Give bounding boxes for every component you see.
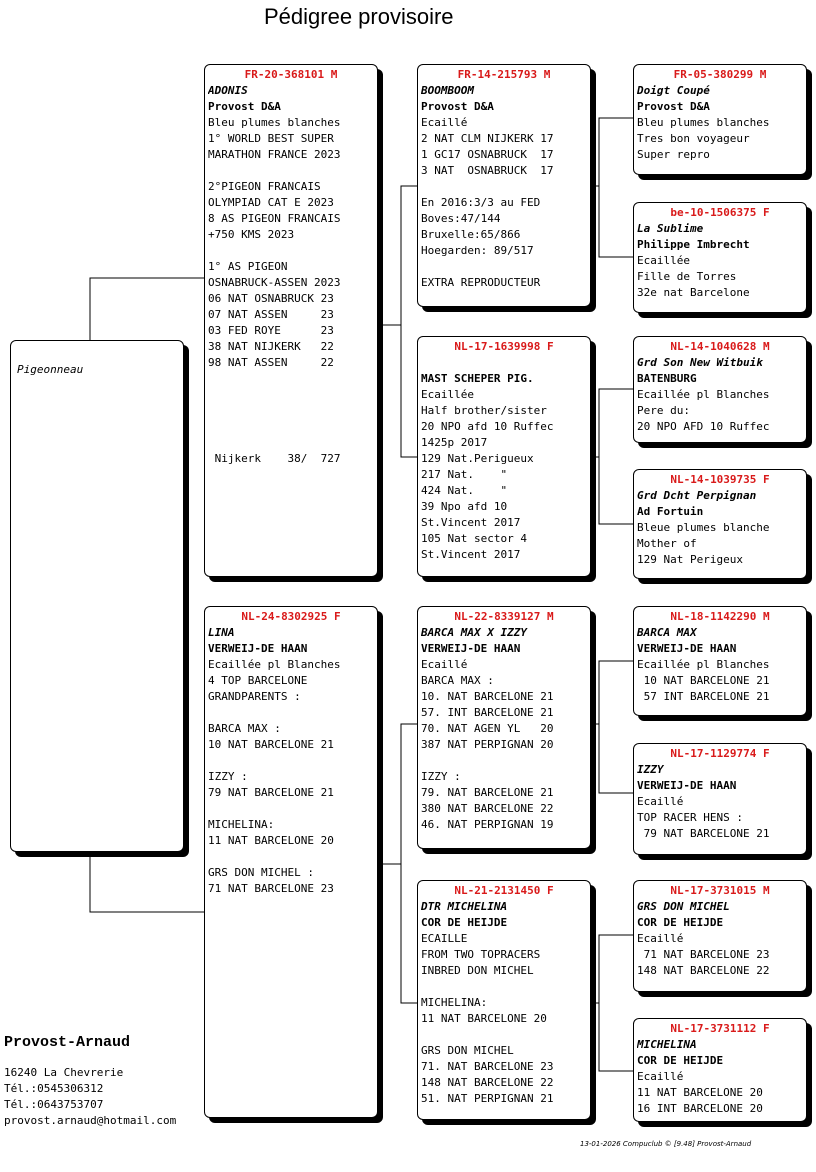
pedigree-line: Super repro [637,148,710,161]
pedigree-line: Ecaillée [421,388,474,401]
pedigree-line: Bleu plumes blanches [637,116,770,129]
owner-name: Provost D&A [421,100,494,113]
pigeon-name: BARCA MAX [637,626,697,639]
owner-name: Provost D&A [637,100,710,113]
ring-number: be-10-1506375 F [670,206,770,219]
pedigree-line: 11 NAT BARCELONE 20 [637,1086,763,1099]
pedigree-box-sire [204,64,378,577]
ring-number: NL-14-1039735 F [670,473,770,486]
pedigree-line: MICHELINA: [421,996,488,1009]
pedigree-line: Ecaillé [637,795,684,808]
owner-name: COR DE HEIJDE [421,916,508,929]
breeder-name: Provost-Arnaud [4,1034,131,1051]
pedigree-box-sire-sire [417,64,591,307]
pedigree-line: MICHELINA: [208,818,275,831]
pedigree-line: IZZY : [421,770,461,783]
pedigree-line [208,163,374,179]
pedigree-line: 1 GC17 OSNABRUCK 17 [421,148,554,161]
ring-number: NL-21-2131450 F [454,884,554,897]
pedigree-line: 11 NAT BARCELONE 20 [208,834,334,847]
pigeon-name [421,355,587,371]
pedigree-line: 06 NAT OSNABRUCK 23 [208,292,334,305]
breeder-phone-1: Tél.:0545306312 [4,1082,104,1095]
owner-name: Philippe Imbrecht [637,238,750,251]
pedigree-line: Hoegarden: 89/517 [421,244,534,257]
pedigree-line: St.Vincent 2017 [421,516,521,529]
owner-name: VERWEIJ-DE HAAN [421,642,521,655]
pedigree-box-sire-dam [417,336,591,577]
owner-name: VERWEIJ-DE HAAN [637,779,737,792]
pedigree-line: 71. NAT BARCELONE 23 [421,1060,554,1073]
ring-number: NL-22-8339127 M [454,610,554,623]
pigeon-name: MICHELINA [637,1038,697,1051]
pedigree-line: Ecaillé [637,932,684,945]
pedigree-line: 10. NAT BARCELONE 21 [421,690,554,703]
ring-number: NL-18-1142290 M [670,610,770,623]
pedigree-line: Mother of [637,537,697,550]
pedigree-line: 424 Nat. " [421,484,508,497]
pedigree-line: 148 NAT BARCELONE 22 [637,964,770,977]
pedigree-line: Ecaillée pl Blanches [208,658,341,671]
subject-box [10,340,184,852]
pedigree-line [421,179,587,195]
pedigree-line: OSNABRUCK-ASSEN 2023 [208,276,341,289]
pedigree-line: IZZY : [208,770,248,783]
pedigree-line: 79. NAT BARCELONE 21 [421,786,554,799]
pedigree-line: Fille de Torres [637,270,737,283]
pedigree-line: FROM TWO TOPRACERS [421,948,541,961]
pedigree-line [208,243,374,259]
owner-name: Ad Fortuin [637,505,704,518]
pedigree-line [208,705,374,721]
breeder-address: 16240 La Chevrerie [4,1066,124,1079]
pedigree-line: Ecaillée [637,254,690,267]
pedigree-line: 98 NAT ASSEN 22 [208,356,334,369]
pedigree-line: 39 Npo afd 10 [421,500,508,513]
pedigree-line: ECAILLE [421,932,468,945]
owner-name: COR DE HEIJDE [637,916,724,929]
ring-number: NL-17-1129774 F [670,747,770,760]
pedigree-line: Ecaillée pl Blanches [637,658,770,671]
pedigree-line: 07 NAT ASSEN 23 [208,308,334,321]
pedigree-line [208,849,374,865]
pedigree-line: 1° AS PIGEON [208,260,288,273]
pedigree-line: Half brother/sister [421,404,547,417]
pedigree-line: 20 NPO afd 10 Ruffec [421,420,554,433]
pigeon-name: DTR MICHELINA [421,900,508,913]
pedigree-box-ssd [633,202,807,313]
pedigree-line [208,801,374,817]
pedigree-line: 217 Nat. " [421,468,508,481]
pedigree-line: Bleue plumes blanche [637,521,770,534]
pedigree-line: 70. NAT AGEN YL 20 [421,722,554,735]
pedigree-line: 4 TOP BARCELONE [208,674,308,687]
pedigree-line: 129 Nat.Perigueux [421,452,534,465]
pedigree-box-sdd [633,469,807,579]
pedigree-line: Tres bon voyageur [637,132,750,145]
ring-number: NL-24-8302925 F [241,610,341,623]
pedigree-box-dss [633,606,807,716]
owner-name: Provost D&A [208,100,281,113]
pedigree-line: Ecaillé [421,116,468,129]
ring-number: FR-05-380299 M [673,68,767,81]
pedigree-line: Bleu plumes blanches [208,116,341,129]
pedigree-line: En 2016:3/3 au FED [421,196,541,209]
pedigree-box-dsd [633,743,807,855]
owner-name: COR DE HEIJDE [637,1054,724,1067]
pigeon-name: IZZY [637,763,664,776]
pedigree-line: 10 NAT BARCELONE 21 [208,738,334,751]
pedigree-line: BARCA MAX : [421,674,494,687]
pedigree-line [208,387,374,403]
pedigree-line: Bruxelle:65/866 [421,228,521,241]
pedigree-line: 148 NAT BARCELONE 22 [421,1076,554,1089]
pedigree-line: 32e nat Barcelone [637,286,750,299]
pigeon-name: GRS DON MICHEL [637,900,730,913]
pedigree-line: GRS DON MICHEL [421,1044,514,1057]
pedigree-line: Pere du: [637,404,690,417]
pigeon-name: La Sublime [637,222,704,235]
owner-name: BATENBURG [637,372,697,385]
breeder-block [4,1034,176,1129]
pedigree-line: 1° WORLD BEST SUPER [208,132,334,145]
pedigree-line: 38 NAT NIJKERK 22 [208,340,334,353]
pedigree-box-dds [633,880,807,992]
pedigree-line [421,753,587,769]
pedigree-line: 71 NAT BARCELONE 23 [637,948,770,961]
pedigree-line: 71 NAT BARCELONE 23 [208,882,334,895]
pedigree-line: Nijkerk 38/ 727 [208,452,341,465]
pedigree-line: Ecaillée pl Blanches [637,388,770,401]
pedigree-line: 11 NAT BARCELONE 20 [421,1012,547,1025]
ring-number: NL-17-3731015 M [670,884,770,897]
pigeon-name: Doigt Coupé [637,84,710,97]
pedigree-box-dam-dam [417,880,591,1120]
pedigree-line: 129 Nat Perigeux [637,553,743,566]
pigeon-name: ADONIS [208,84,248,97]
pedigree-line: +750 KMS 2023 [208,228,295,241]
pigeon-name: BOOMBOOM [421,84,474,97]
ring-number: NL-14-1040628 M [670,340,770,353]
pedigree-box-sds [633,336,807,443]
ring-number: FR-20-368101 M [244,68,338,81]
pedigree-line [421,1027,587,1043]
pedigree-line: 105 Nat sector 4 [421,532,527,545]
pedigree-line: 3 NAT OSNABRUCK 17 [421,164,554,177]
pedigree-line: 2°PIGEON FRANCAIS [208,180,321,193]
pedigree-line: Ecaillé [421,658,468,671]
breeder-email: provost.arnaud@hotmail.com [4,1114,177,1127]
pedigree-box-ddd [633,1018,807,1122]
pigeon-name: Grd Dcht Perpignan [637,489,757,502]
owner-name: VERWEIJ-DE HAAN [208,642,308,655]
pedigree-line: Ecaillé [637,1070,684,1083]
pedigree-line: St.Vincent 2017 [421,548,521,561]
pedigree-box-sss [633,64,807,175]
pedigree-line [208,371,374,387]
pedigree-line: 380 NAT BARCELONE 22 [421,802,554,815]
owner-name: VERWEIJ-DE HAAN [637,642,737,655]
pedigree-line: INBRED DON MICHEL [421,964,534,977]
pedigree-line: 57 INT BARCELONE 21 [637,690,770,703]
pedigree-box-dam [204,606,378,1118]
pedigree-line: 51. NAT PERPIGNAN 21 [421,1092,554,1105]
pigeon-name: BARCA MAX X IZZY [421,626,527,639]
ring-number: NL-17-1639998 F [454,340,554,353]
pedigree-line [208,435,374,451]
pedigree-line: 46. NAT PERPIGNAN 19 [421,818,554,831]
pedigree-line [421,259,587,275]
breeder-phone-2: Tél.:0643753707 [4,1098,104,1111]
pedigree-line: 387 NAT PERPIGNAN 20 [421,738,554,751]
pedigree-line: 16 INT BARCELONE 20 [637,1102,763,1115]
pedigree-line: 79 NAT BARCELONE 21 [637,827,770,840]
owner-name: MAST SCHEPER PIG. [421,372,534,385]
pigeon-name: Grd Son New Witbuik [637,356,763,369]
pedigree-line [208,419,374,435]
pedigree-line: 20 NPO AFD 10 Ruffec [637,420,770,433]
pedigree-line: 8 AS PIGEON FRANCAIS [208,212,341,225]
pedigree-line: EXTRA REPRODUCTEUR [421,276,541,289]
pedigree-line: GRS DON MICHEL : [208,866,314,879]
pedigree-box-dam-sire [417,606,591,849]
pedigree-line [208,403,374,419]
pedigree-line: 03 FED ROYE 23 [208,324,334,337]
ring-number: FR-14-215793 M [457,68,551,81]
pedigree-line: OLYMPIAD CAT E 2023 [208,196,334,209]
pedigree-line: 10 NAT BARCELONE 21 [637,674,770,687]
pedigree-line [421,979,587,995]
pedigree-line: TOP RACER HENS : [637,811,743,824]
pigeon-name: LINA [208,626,235,639]
pedigree-line [208,753,374,769]
pedigree-line: GRANDPARENTS : [208,690,301,703]
pedigree-line: 57. INT BARCELONE 21 [421,706,554,719]
pedigree-line: 2 NAT CLM NIJKERK 17 [421,132,554,145]
pedigree-line: Boves:47/144 [421,212,501,225]
pedigree-line: 1425p 2017 [421,436,488,449]
page-title: Pédigree provisoire [264,4,454,29]
subject-label: Pigeonneau [17,363,84,376]
pedigree-line: BARCA MAX : [208,722,281,735]
ring-number: NL-17-3731112 F [670,1022,770,1035]
pedigree-line: 79 NAT BARCELONE 21 [208,786,334,799]
pedigree-line: MARATHON FRANCE 2023 [208,148,341,161]
footer-credits: 13-01-2026 Compuclub © [9.48] Provost-Arnaud [580,1140,752,1148]
